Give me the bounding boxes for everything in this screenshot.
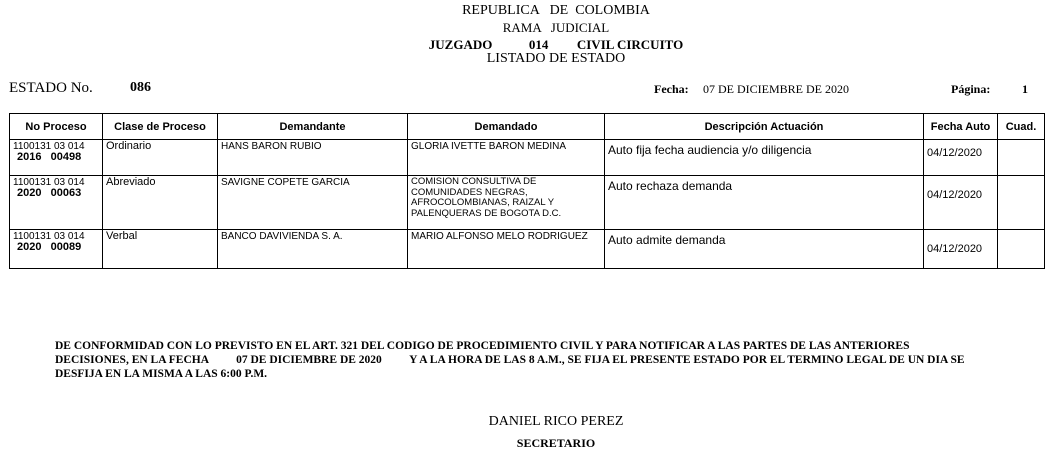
- cell-demandado: COMISION CONSULTIVA DE COMUNIDADES NEGRAS, AFROCOLOMBIANAS, RAIZAL Y PALENQUERAS DE BOGOTA D.C.: [408, 176, 605, 229]
- cell-clase: Abreviado: [103, 176, 218, 229]
- estado-label: ESTADO No.: [9, 80, 93, 96]
- radicado-year: 2016 00498: [17, 151, 82, 163]
- radicado-number: 1100131 03 014: [13, 230, 85, 242]
- cell-fecha-auto: 04/12/2020: [924, 229, 998, 268]
- cell-clase: Verbal: [103, 229, 218, 268]
- col-header-demandado: Demandado: [408, 114, 605, 140]
- pagina-value: 1: [1022, 82, 1028, 96]
- estado-number: 086: [130, 80, 151, 95]
- cell-cuad: [998, 140, 1045, 176]
- col-header-cuad: Cuad.: [998, 114, 1045, 140]
- table-row: [10, 229, 1045, 268]
- pagina-label: Página:: [951, 82, 991, 96]
- col-header-descripcion: Descripción Actuación: [605, 114, 924, 140]
- cell-cuad: [998, 229, 1045, 268]
- cell-demandado: GLORIA IVETTE BARON MEDINA: [408, 140, 605, 176]
- notice-text-part1: DE CONFORMIDAD CON LO PREVISTO EN EL ART. 321 DEL CODIGO DE PROCEDIMIENTO CIVIL Y PARA NOTIFICAR A LAS PARTES DE LAS ANTERIORES DECISIONES, EN LA FECHA: [55, 340, 910, 366]
- fecha-label: Fecha:: [654, 82, 689, 96]
- cell-descripcion: Auto admite demanda: [605, 229, 924, 268]
- cell-clase: Ordinario: [103, 140, 218, 176]
- cell-demandado: MARIO ALFONSO MELO RODRIGUEZ: [408, 229, 605, 268]
- cell-demandante: SAVIGNE COPETE GARCIA: [218, 176, 408, 229]
- header-rama: RAMA JUDICIAL: [502, 20, 610, 35]
- col-header-fecha-auto: Fecha Auto: [924, 114, 998, 140]
- col-header-clase: Clase de Proceso: [103, 114, 218, 140]
- radicado-number: 1100131 03 014: [13, 177, 85, 189]
- table-row: [10, 140, 1045, 176]
- signature-name: DANIEL RICO PEREZ: [488, 414, 624, 429]
- radicado-year: 2020 00089: [17, 240, 82, 253]
- cell-demandante: BANCO DAVIVIENDA S. A.: [218, 229, 408, 268]
- radicado-year: 2020 00063: [17, 187, 82, 200]
- cell-demandante: HANS BARON RUBIO: [218, 140, 408, 176]
- table-row: [10, 176, 1045, 229]
- header-listado: LISTADO DE ESTADO: [486, 51, 626, 66]
- cell-no-proceso: [10, 176, 103, 229]
- cell-no-proceso: [10, 229, 103, 268]
- col-header-no-proceso: No Proceso: [10, 114, 103, 140]
- notice-fecha: 07 DE DICIEMBRE DE 2020: [236, 354, 382, 366]
- notice-paragraph: [55, 339, 985, 381]
- cell-fecha-auto: 04/12/2020: [924, 176, 998, 229]
- radicado-number: 1100131 03 014: [13, 141, 85, 152]
- notice-text-part2: Y A LA HORA DE LAS 8 A.M., SE FIJA EL PRESENTE ESTADO POR EL TERMINO LEGAL DE UN DIA SE DESFIJA EN LA MISMA A LAS 6:00 P.M.: [55, 354, 965, 380]
- cell-fecha-auto: 04/12/2020: [924, 140, 998, 176]
- fecha-value: 07 DE DICIEMBRE DE 2020: [703, 82, 849, 96]
- cell-cuad: [998, 176, 1045, 229]
- col-header-demandante: Demandante: [218, 114, 408, 140]
- juzgado-type: CIVIL CIRCUITO: [576, 37, 684, 52]
- cell-no-proceso: [10, 140, 103, 176]
- table-header-row: [10, 114, 1045, 140]
- estado-table: [9, 113, 1045, 269]
- cell-descripcion: Auto fija fecha audiencia y/o diligencia: [605, 140, 924, 176]
- juzgado-number: 014: [528, 37, 549, 52]
- header-republica: REPUBLICA DE COLOMBIA: [462, 3, 650, 18]
- signature-role: SECRETARIO: [516, 436, 596, 450]
- cell-descripcion: Auto rechaza demanda: [605, 176, 924, 229]
- juzgado-label: JUZGADO: [428, 37, 493, 52]
